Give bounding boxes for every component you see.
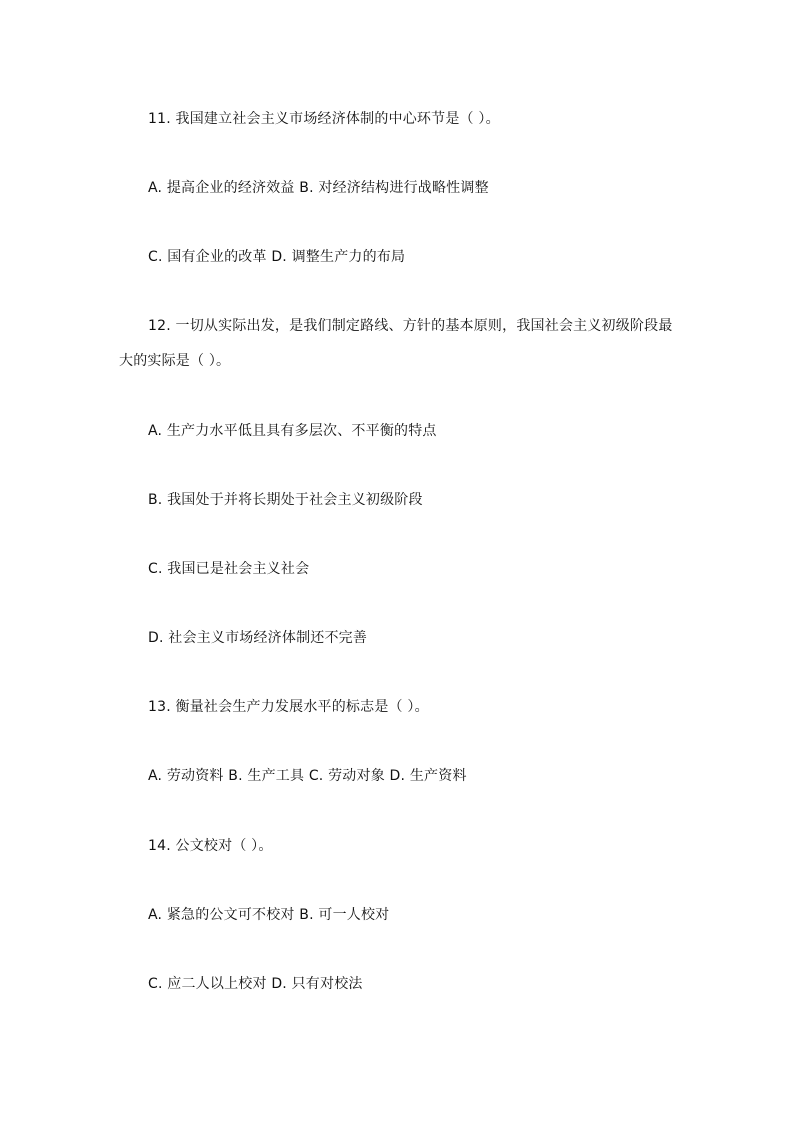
question-14-option-cd: C. 应二人以上校对 D. 只有对校法 (148, 976, 363, 992)
question-12-stem: 12. 一切从实际出发，是我们制定路线、方针的基本原则，我国社会主义初级阶段最 (148, 318, 673, 334)
question-12-option-c: C. 我国已是社会主义社会 (148, 561, 310, 577)
question-12-option-d: D. 社会主义市场经济体制还不完善 (148, 630, 368, 646)
question-13-stem: 13. 衡量社会生产力发展水平的标志是（ ）。 (148, 699, 429, 715)
question-13-options: A. 劳动资料 B. 生产工具 C. 劳动对象 D. 生产资料 (148, 768, 467, 784)
question-14-stem: 14. 公文校对（ ）。 (148, 838, 273, 854)
question-12-stem-continued: 大的实际是（ ）。 (119, 353, 231, 369)
question-12-option-a: A. 生产力水平低且具有多层次、不平衡的特点 (148, 423, 437, 439)
question-12-option-b: B. 我国处于并将长期处于社会主义初级阶段 (148, 492, 423, 508)
question-11-option-ab: A. 提高企业的经济效益 B. 对经济结构进行战略性调整 (148, 180, 489, 196)
question-11-option-cd: C. 国有企业的改革 D. 调整生产力的布局 (148, 249, 406, 265)
question-11-stem: 11. 我国建立社会主义市场经济体制的中心环节是（ ）。 (148, 111, 500, 127)
question-14-option-ab: A. 紧急的公文可不校对 B. 可一人校对 (148, 907, 390, 923)
